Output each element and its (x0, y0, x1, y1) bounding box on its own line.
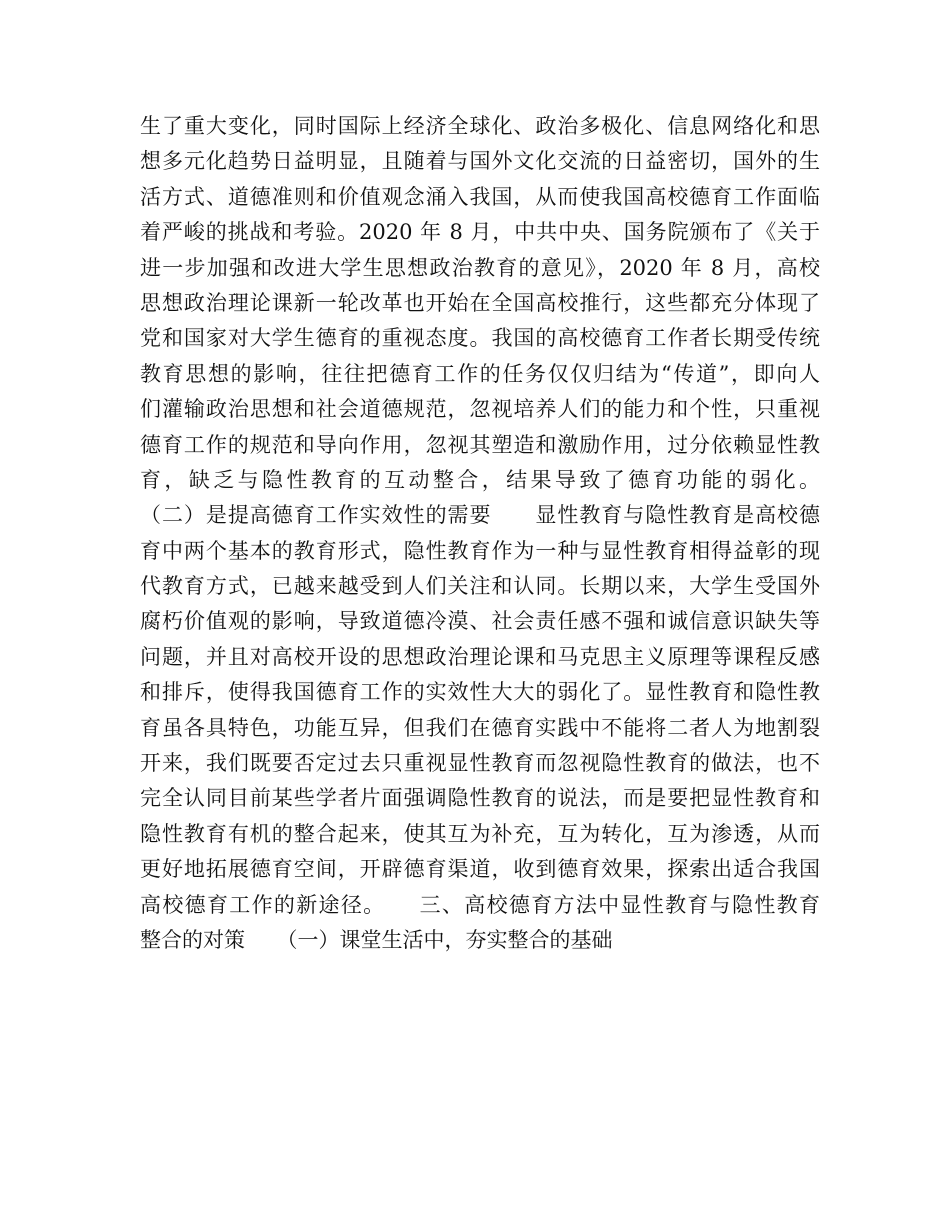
text-line: 德育工作的规范和导向作用，忽视其塑造和激励作用，过分依赖显性教 (140, 432, 820, 457)
text-line: （二）是提高德育工作实效性的需要 显性教育与隐性教育是高校德 (140, 503, 820, 528)
text-line: 着严峻的挑战和考验。2020 年 8 月，中共中央、国务院颁布了《关于 (140, 220, 820, 245)
text-line: 代教育方式，已越来越受到人们关注和认同。长期以来，大学生受国外 (140, 574, 820, 599)
text-line: 问题，并且对高校开设的思想政治理论课和马克思主义原理等课程反感 (140, 644, 820, 669)
text-line: 开来，我们既要否定过去只重视显性教育而忽视隐性教育的做法，也不 (140, 751, 820, 776)
text-line: 和排斥，使得我国德育工作的实效性大大的弱化了。显性教育和隐性教 (140, 680, 820, 705)
text-line: 完全认同目前某些学者片面强调隐性教育的说法，而是要把显性教育和 (140, 786, 820, 811)
text-line: 思想政治理论课新一轮改革也开始在全国高校推行，这些都充分体现了 (140, 290, 820, 315)
text-line: 教育思想的影响，往往把德育工作的任务仅仅归结为“传道”，即向人 (140, 361, 820, 386)
text-line: 进一步加强和改进大学生思想政治教育的意见》，2020 年 8 月，高校 (140, 255, 820, 280)
text-line: 腐朽价值观的影响，导致道德冷漠、社会责任感不强和诚信意识缺失等 (140, 609, 820, 634)
text-line: 生了重大变化，同时国际上经济全球化、政治多极化、信息网络化和思 (140, 114, 820, 138)
text-line: 整合的对策 （一）课堂生活中，夯实整合的基础 (140, 927, 613, 952)
text-line: 更好地拓展德育空间，开辟德育渠道，收到德育效果，探索出适合我国 (140, 857, 820, 882)
text-line: 想多元化趋势日益明显，且随着与国外文化交流的日益密切，国外的生 (140, 149, 820, 174)
text-line: 高校德育工作的新途径。 三、高校德育方法中显性教育与隐性教育 (140, 892, 820, 917)
text-line: 们灌输政治思想和社会道德规范，忽视培养人们的能力和个性，只重视 (140, 397, 820, 422)
text-line: 隐性教育有机的整合起来，使其互为补充，互为转化，互为渗透，从而 (140, 821, 820, 846)
text-line: 活方式、道德准则和价值观念涌入我国，从而使我国高校德育工作面临 (140, 184, 820, 209)
text-line: 育虽各具特色，功能互异，但我们在德育实践中不能将二者人为地割裂 (140, 715, 820, 740)
text-line: 育，缺乏与隐性教育的互动整合，结果导致了德育功能的弱化。 (140, 467, 820, 492)
text-line: 育中两个基本的教育形式，隐性教育作为一种与显性教育相得益彰的现 (140, 538, 820, 563)
text-line: 党和国家对大学生德育的重视态度。我国的高校德育工作者长期受传统 (140, 326, 820, 351)
body-text (140, 109, 820, 958)
